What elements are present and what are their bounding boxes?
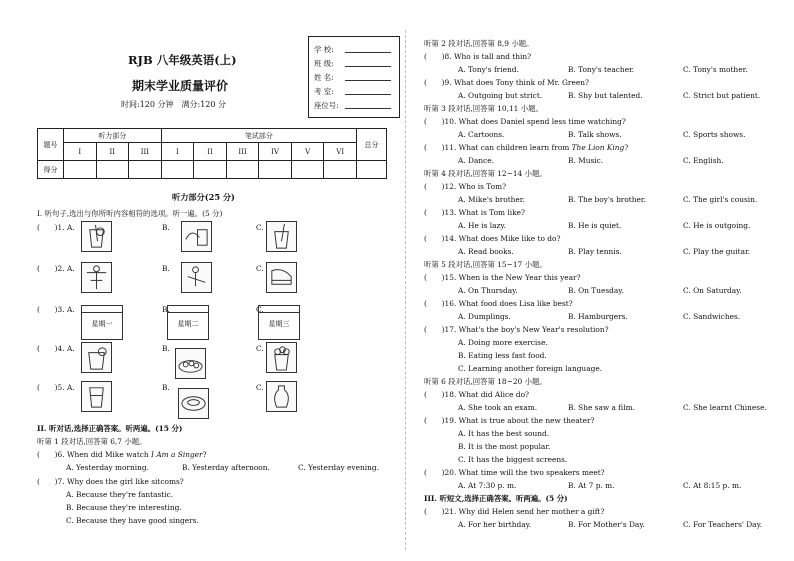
score-table-defen: 得分 [38,161,64,179]
q13-stem: ( )13. What is Tom like? [424,208,525,217]
exam-title: RJB 八年级英语(上) [128,53,237,67]
q17-stem: ( )17. What's the boy's New Year's resolution? [424,325,609,334]
q18-option-c[interactable]: C. She learnt Chinese. [683,403,767,412]
q5-label: ( )5. A. [37,383,75,392]
q4-option-b: B. [162,344,170,353]
q17-option-c[interactable]: C. Learning another foreign language. [458,364,603,373]
score-cell[interactable] [226,161,259,179]
q15-option-c[interactable]: C. On Saturday. [683,286,742,295]
q1-label: ( )1. A. [37,223,75,232]
q7-option-b[interactable]: B. Because they're interesting. [66,503,182,512]
time-info: 时间:120 分钟 满分:120 分 [121,100,227,109]
calendar-tuesday-label: 星期二 [177,320,199,328]
q17-option-b[interactable]: B. Eating less fast food. [458,351,547,360]
dumplings-plate-image [175,348,206,379]
q2-label: ( )2. A. [37,264,75,273]
score-col-written-1: I [161,143,194,161]
q11-option-c[interactable]: C. English. [683,156,724,165]
q19-option-a[interactable]: A. It has the best sound. [458,429,550,438]
q7-option-c[interactable]: C. Because they have good singers. [66,516,199,525]
q3-option-c: C. [256,305,264,314]
q9-option-a[interactable]: A. Outgoing but strict. [458,91,543,100]
q6-stem-end: ? [202,450,207,459]
calendar-monday-icon [81,305,123,340]
dialog5-instruction: 听第 5 段对话,回答第 15~17 小题。 [424,260,547,269]
q21-stem: ( )21. Why did Helen send her mother a gift? [424,507,605,516]
q9-stem: ( )9. What does Tony think of Mr. Green? [424,78,589,87]
q11-stem-title: The Lion King [571,143,625,152]
q18-stem: ( )18. What did Alice do? [424,390,529,399]
q4-label: ( )4. A. [37,344,75,353]
q7-stem: ( )7. Why does the girl like sitcoms? [37,477,184,486]
calendar-wednesday-icon [258,305,300,340]
score-col-written-2: II [194,143,227,161]
q8-option-a[interactable]: A. Tony's friend. [458,65,519,74]
q10-stem: ( )10. What does Daniel spend less time watching? [424,117,626,126]
bowl-image [178,388,209,419]
score-col-listening-2: II [96,143,129,161]
score-col-written-6: VI [324,143,357,161]
section1-title: I. 听句子,选出与你所听内容相符的选项。听一遍。(5 分) [37,209,223,218]
q11-option-b[interactable]: B. Music. [568,156,604,165]
q6-stem-text: ( )6. When did Mike watch [37,450,152,459]
q20-option-a[interactable]: A. At 7:30 p. m. [458,481,517,490]
dialog3-instruction: 听第 3 段对话,回答第 10,11 小题。 [424,104,543,113]
piano-image [266,262,297,293]
q13-option-a[interactable]: A. He is lazy. [458,221,506,230]
juice-glass-image [266,221,297,252]
q21-option-a[interactable]: A. For her birthday. [458,520,532,529]
q9-option-b[interactable]: B. Shy but talented. [568,91,643,100]
info-line-class[interactable] [345,66,391,67]
listening-part-title: 听力部分(25 分) [172,192,235,202]
score-cell[interactable] [194,161,227,179]
q17-option-a[interactable]: A. Doing more exercise. [458,338,548,347]
score-table [37,128,387,179]
vase-image [266,381,297,412]
q14-option-a[interactable]: A. Read books. [458,247,514,256]
q5-option-b: B. [162,383,170,392]
score-cell-total[interactable] [357,161,387,179]
section3-title: III. 听短文,选择正确答案。听两遍。(5 分) [424,494,568,503]
info-line-school[interactable] [345,52,391,53]
dialog6-instruction: 听第 6 段对话,回答第 18~20 小题。 [424,377,547,386]
q12-option-b[interactable]: B. The boy's brother. [568,195,646,204]
dancer-image [81,262,112,293]
score-cell[interactable] [96,161,129,179]
lemonade-image [81,342,112,373]
q8-option-c[interactable]: C. Tony's mother. [683,65,748,74]
q19-option-c[interactable]: C. It has the biggest screens. [458,455,568,464]
q11-option-a[interactable]: A. Dance. [458,156,494,165]
q11-stem-end: ? [624,143,629,152]
q2-option-c: C. [256,264,264,273]
q7-option-a[interactable]: A. Because they're fantastic. [66,490,174,499]
q9-option-c[interactable]: C. Strict but patient. [683,91,761,100]
score-col-listening-1: I [64,143,97,161]
q21-option-c[interactable]: C. For Teachers' Day. [683,520,763,529]
score-col-written-5: V [291,143,324,161]
calendar-monday-label: 星期一 [91,320,113,328]
dialog1-instruction: 听第 1 段对话,回答第 6,7 小题。 [37,437,147,446]
score-col-written-4: IV [259,143,292,161]
info-line-seat[interactable] [345,108,391,109]
info-label-name: 姓 名: [314,73,334,82]
q6-stem [37,451,207,458]
info-label-room: 考 室: [314,87,334,96]
score-table-tihao: 题号 [38,129,64,161]
exam-subtitle: 期末学业质量评价 [132,79,229,93]
q12-option-a[interactable]: A. Mike's brother. [458,195,525,204]
q15-stem: ( )15. When is the New Year this year? [424,273,581,282]
info-label-class: 班 级: [314,59,334,68]
score-table-total-header: 总分 [357,129,387,161]
q2-option-b: B. [162,264,170,273]
score-col-listening-3: III [129,143,162,161]
q3-option-b: B. [162,305,170,314]
score-cell[interactable] [161,161,194,179]
q1-option-b: B. [162,223,170,232]
info-line-room[interactable] [345,94,391,95]
q16-option-b[interactable]: B. Hamburgers. [568,312,628,321]
section2-title: II. 听对话,选择正确答案。听两遍。(15 分) [37,424,183,433]
q3-label: ( )3. A. [37,305,75,314]
score-table-written-header: 笔试部分 [161,129,356,143]
q18-option-b[interactable]: B. She saw a film. [568,403,635,412]
dialog2-instruction: 听第 2 段对话,回答第 8,9 小题。 [424,39,534,48]
q16-option-a[interactable]: A. Dumplings. [458,312,511,321]
calendar-wednesday-label: 星期三 [268,320,290,328]
q13-option-b[interactable]: B. He is quiet. [568,221,622,230]
q1-option-c: C. [256,223,264,232]
q12-option-c[interactable]: C. The girl's cousin. [683,195,758,204]
q6-option-a[interactable]: A. Yesterday morning. [66,463,149,472]
info-label-seat: 座位号: [314,101,339,110]
q15-option-a[interactable]: A. On Thursday. [458,286,518,295]
q12-stem: ( )12. Who is Tom? [424,182,507,191]
q6-stem-title: I Am a Singer [151,450,203,459]
q20-stem: ( )20. What time will the two speakers meet? [424,468,605,477]
q19-option-b[interactable]: B. It is the most popular. [458,442,551,451]
q8-option-b[interactable]: B. Tony's teacher. [568,65,635,74]
popcorn-image [266,342,297,373]
score-cell[interactable] [129,161,162,179]
page-divider [405,30,406,550]
score-col-written-3: III [226,143,259,161]
dialog4-instruction: 听第 4 段对话,回答第 12~14 小题。 [424,169,547,178]
q8-stem: ( )8. Who is tall and thin? [424,52,532,61]
q14-option-b[interactable]: B. Play tennis. [568,247,622,256]
q14-stem: ( )14. What does Mike like to do? [424,234,561,243]
q21-option-b[interactable]: B. For Mother's Day. [568,520,645,529]
food-image [181,221,212,252]
q16-stem: ( )16. What food does Lisa like best? [424,299,573,308]
q5-option-c: C. [256,383,264,392]
info-label-school: 学 校: [314,45,334,54]
q10-option-a[interactable]: A. Cartoons. [458,130,505,139]
q20-option-c[interactable]: C. At 8:15 p. m. [683,481,742,490]
q15-option-b[interactable]: B. On Tuesday. [568,286,624,295]
score-table-listening-header: 听力部分 [64,129,162,143]
q11-stem [424,144,628,151]
drink-glass-image [81,221,112,252]
q20-option-b[interactable]: B. At 7 p. m. [568,481,615,490]
cup-image [81,381,112,412]
score-cell[interactable] [259,161,292,179]
score-cell[interactable] [64,161,97,179]
q14-option-c[interactable]: C. Play the guitar. [683,247,751,256]
student-info-box [308,36,400,118]
calendar-tuesday-icon [167,305,209,340]
q6-option-c[interactable]: C. Yesterday evening. [298,463,379,472]
info-line-name[interactable] [345,80,391,81]
q11-stem-text: ( )11. What can children learn from [424,143,572,152]
score-cell[interactable] [291,161,324,179]
q6-option-b[interactable]: B. Yesterday afternoon. [182,463,270,472]
q10-option-b[interactable]: B. Talk shows. [568,130,622,139]
score-cell[interactable] [324,161,357,179]
q18-option-a[interactable]: A. She took an exam. [458,403,538,412]
q13-option-c[interactable]: C. He is outgoing. [683,221,751,230]
q4-option-c: C. [256,344,264,353]
violinist-image [181,262,212,293]
q16-option-c[interactable]: C. Sandwiches. [683,312,741,321]
q10-option-c[interactable]: C. Sports shows. [683,130,746,139]
q19-stem: ( )19. What is true about the new theater? [424,416,595,425]
